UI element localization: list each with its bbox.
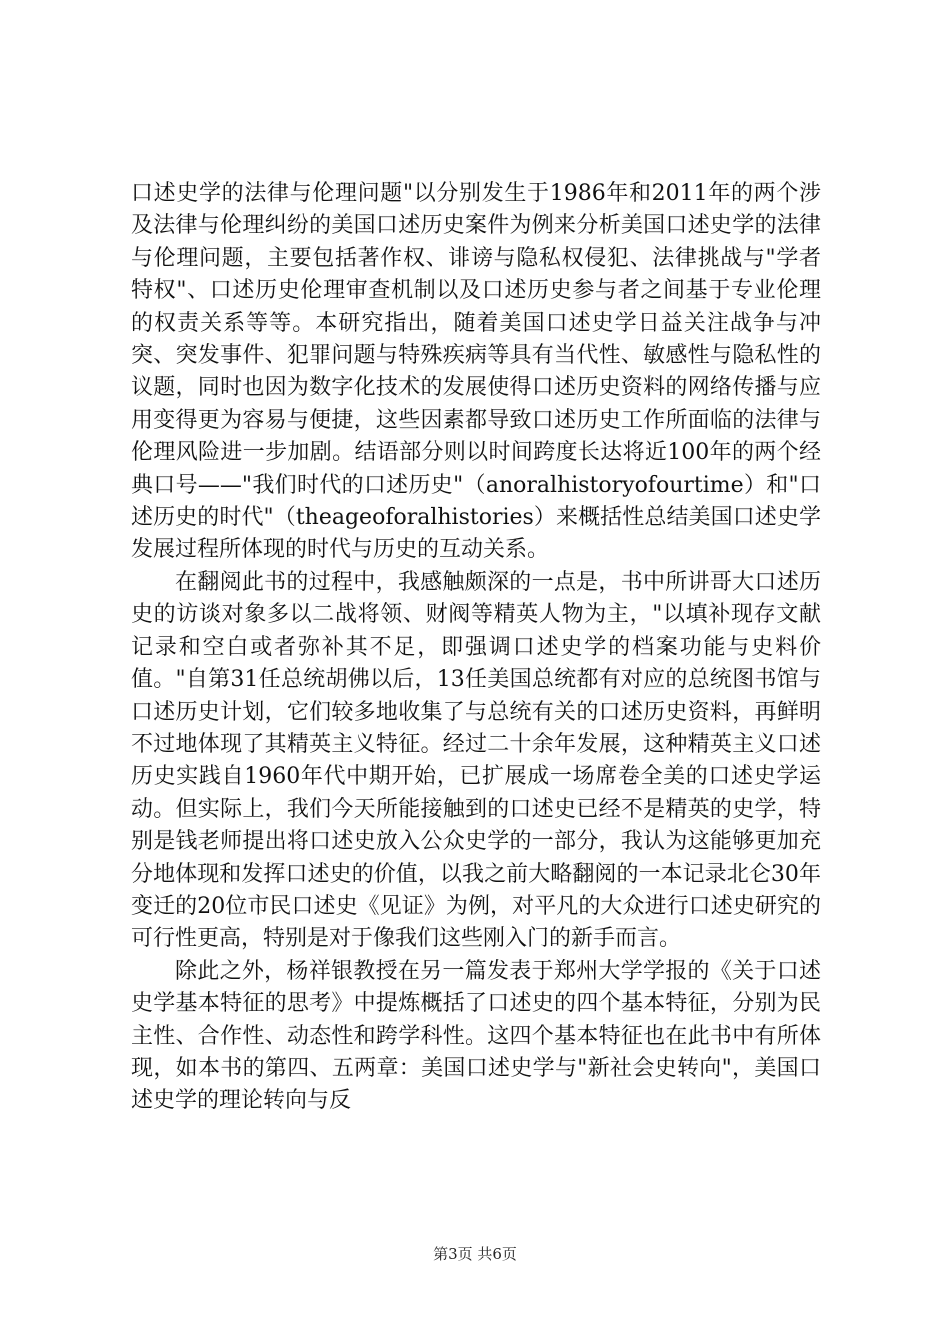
- document-body: [131, 178, 821, 1118]
- page-footer: 第3页 共6页: [433, 1245, 517, 1263]
- paragraph-3: 除此之外，杨祥银教授在另一篇发表于郑州大学学报的《关于口述史学基本特征的思考》中提炼概括了口述史的四个基本特征，分别为民主性、合作性、动态性和跨学科性。这四个基本特征也在此书中有所体现，如本书的第四、五两章：美国口述史学与"新社会史转向"，美国口述史学的理论转向与反: [131, 958, 821, 1114]
- paragraph-1: 口述史学的法律与伦理问题"以分别发生于1986年和2011年的两个涉及法律与伦理纠纷的美国口述历史案件为例来分析美国口述史学的法律与伦理问题，主要包括著作权、诽谤与隐私权侵犯、法律挑战与"学者特权"、口述历史伦理审查机制以及口述历史参与者之间基于专业伦理的权责关系等等。本研究指出，随着美国口述史学日益关注战争与冲突、突发事件、犯罪问题与特殊疾病等具有当代性、敏感性与隐私性的议题，同时也因为数字化技术的发展使得口述历史资料的网络传播与应用变得更为容易与便捷，这些因素都导致口述历史工作所面临的法律与伦理风险进一步加剧。结语部分则以时间跨度长达将近100年的两个经典口号——"我们时代的口述历史"（anoralhistoryofourtime）和"口述历史的时代"（theageoforalhistories）来概括性总结美国口述史学发展过程所体现的时代与历史的互动关系。: [131, 181, 821, 563]
- paragraph-2: 在翻阅此书的过程中，我感触颇深的一点是，书中所讲哥大口述历史的访谈对象多以二战将领、财阀等精英人物为主，"以填补现存文献记录和空白或者弥补其不足，即强调口述史学的档案功能与史料价值。"自第31任总统胡佛以后，13任美国总统都有对应的总统图书馆与口述历史计划，它们较多地收集了与总统有关的口述历史资料，再鲜明不过地体现了其精英主义特征。经过二十余年发展，这种精英主义口述历史实践自1960年代中期开始，已扩展成一场席卷全美的口述史学运动。但实际上，我们今天所能接触到的口述史已经不是精英的史学，特别是钱老师提出将口述史放入公众史学的一部分，我认为这能够更加充分地体现和发挥口述史的价值，以我之前大略翻阅的一本记录北仑30年变迁的20位市民口述史《见证》为例，对平凡的大众进行口述史研究的可行性更高，特别是对于像我们这些刚入门的新手而言。: [131, 569, 821, 952]
